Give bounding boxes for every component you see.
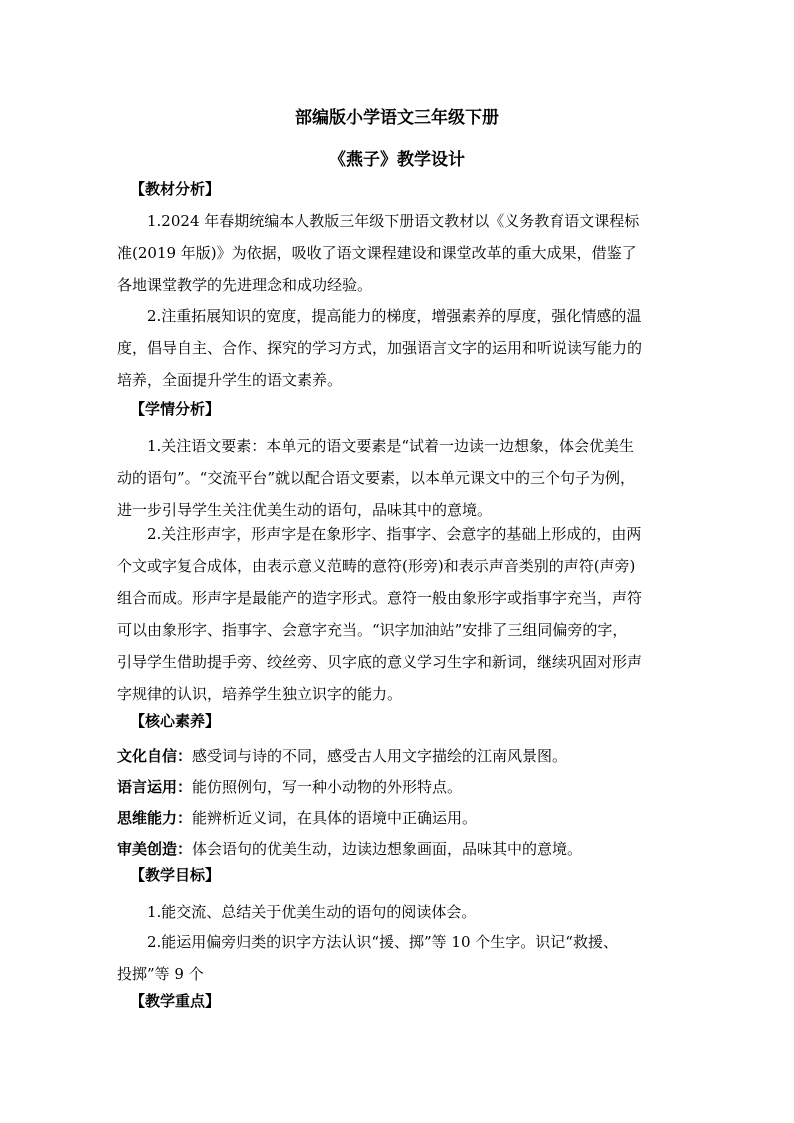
core-literacy-text: 体会语句的优美生动，边读边想象画面，品味其中的意境。 <box>192 840 583 858</box>
section-heading-teaching-focus: 【教学重点】 <box>130 992 221 1010</box>
text-line: 1.2024 年春期统编本人教版三年级下册语文教材以《义务教育语文课程标 <box>147 212 640 230</box>
text-line: 度，倡导自主、合作、探究的学习方式，加强语言文字的运用和听说读写能力的 <box>117 339 643 357</box>
core-literacy-term: 审美创造： <box>117 840 193 858</box>
teaching-objective-1 <box>117 896 687 928</box>
text-line: 2.能运用偏旁归类的识字方法认识“援、掷”等 10 个生字。识记“救援、 <box>147 933 618 951</box>
section-heading-textbook-analysis: 【教材分析】 <box>130 180 221 198</box>
text-line: 字规律的认识，培养学生独立识字的能力。 <box>117 685 403 703</box>
student-analysis-paragraph-2 <box>117 518 687 710</box>
text-line: 组合而成。形声字是最能产的造字形式。意符一般由象形字或指事字充当，声符 <box>117 589 643 607</box>
core-literacy-item <box>117 838 582 860</box>
section-heading-student-analysis: 【学情分析】 <box>130 400 221 418</box>
section-heading-core-literacy: 【核心素养】 <box>130 712 221 730</box>
core-literacy-item <box>117 807 477 829</box>
textbook-analysis-paragraph-1 <box>117 205 687 301</box>
core-literacy-item <box>117 776 462 798</box>
text-line: 个文或字复合成体，由表示意义范畴的意符(形旁)和表示声音类别的声符(声旁) <box>117 557 636 575</box>
document-subtitle: 《燕子》教学设计 <box>329 150 465 170</box>
text-line: 引导学生借助提手旁、绞丝旁、贝字底的意义学习生字和新词，继续巩固对形声 <box>117 653 643 671</box>
text-line: 2.关注形声字，形声字是在象形字、指事字、会意字的基础上形成的，由两 <box>147 525 642 543</box>
text-line: 1.能交流、总结关于优美生动的语句的阅读体会。 <box>147 903 477 921</box>
text-line: 可以由象形字、指事字、会意字充当。“识字加油站”安排了三组同偏旁的字， <box>117 621 628 639</box>
text-line: 1.关注语文要素：本单元的语文要素是“试着一边读一边想象，体会优美生 <box>147 437 634 455</box>
core-literacy-term: 文化自信： <box>117 747 193 765</box>
core-literacy-text: 能辨析近义词，在具体的语境中正确运用。 <box>192 809 478 827</box>
core-literacy-item <box>117 745 567 767</box>
document-title: 部编版小学语文三年级下册 <box>295 108 499 128</box>
text-line: 进一步引导学生关注优美生动的语句，品味其中的意境。 <box>117 501 493 519</box>
teaching-objective-2 <box>117 926 687 990</box>
text-line: 准(2019 年版)》为依据，吸收了语文课程建设和课堂改革的重大成果，借鉴了 <box>117 244 637 262</box>
text-line: 投掷”等 9 个 <box>117 965 204 983</box>
student-analysis-paragraph-1 <box>117 430 687 526</box>
core-literacy-term: 思维能力： <box>117 809 193 827</box>
text-line: 动的语句”。“交流平台”就以配合语文要素，以本单元课文中的三个句子为例， <box>117 469 636 487</box>
textbook-analysis-paragraph-2 <box>117 300 687 396</box>
core-literacy-text: 能仿照例句，写一种小动物的外形特点。 <box>192 778 463 796</box>
text-line: 各地课堂教学的先进理念和成功经验。 <box>117 276 373 294</box>
section-heading-teaching-objectives: 【教学目标】 <box>130 866 221 884</box>
core-literacy-text: 感受词与诗的不同，感受古人用文字描绘的江南风景图。 <box>192 747 568 765</box>
core-literacy-term: 语言运用： <box>117 778 193 796</box>
text-line: 2.注重拓展知识的宽度，提高能力的梯度，增强素养的厚度，强化情感的温 <box>147 307 642 325</box>
text-line: 培养，全面提升学生的语文素养。 <box>117 371 343 389</box>
